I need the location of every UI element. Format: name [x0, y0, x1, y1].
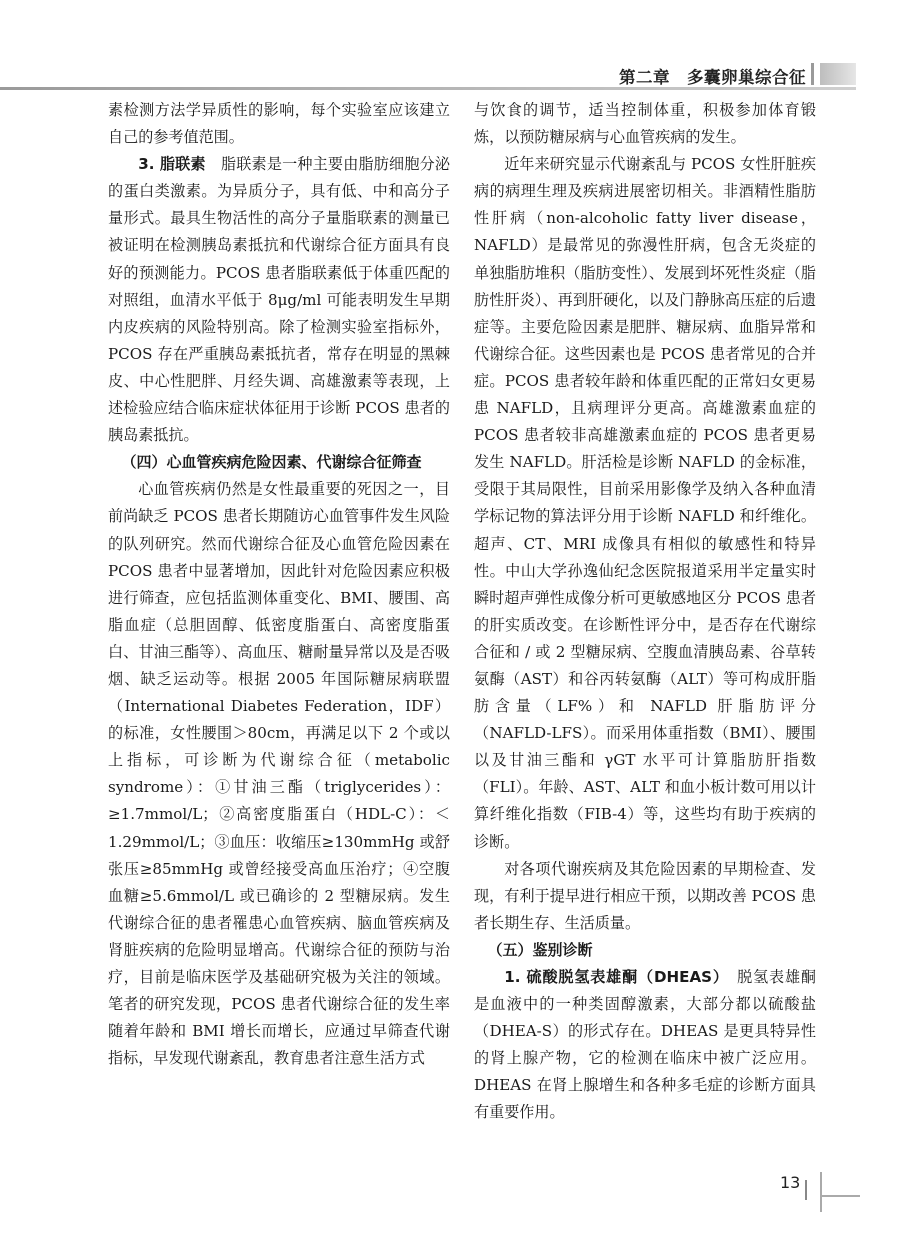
body-paragraph: 心血管疾病仍然是女性最重要的死因之一，目前尚缺乏 PCOS 患者长期随访心血管事件发生风险的队列研究。然而代谢综合征及心血管危险因素在 PCOS 患者中显著增加，因此针对危险因素应积极进行筛查，应包括监测体重变化、BMI、腰围、高脂血症（总胆固醇、低密度脂蛋白、高密度脂蛋白、甘油三酯等）、高血压、糖耐量异常以及是否吸烟、缺乏运动等。根据 2005 年国际糖尿病联盟（International Diabetes Federation，IDF）的标准，女性腰围＞80cm，再满足以下 2 个或以上指标，可诊断为代谢综合征（metabolic syndrome）：①甘油三酯（triglycerides）：≥1.7mmol/L；②高密度脂蛋白（HDL-C）：＜1.29mmol/L；③血压：收缩压≥130mmHg 或舒张压≥85mmHg 或曾经接受高血压治疗；④空腹血糖≥5.6mmol/L 或已确诊的 2 型糖尿病。发生代谢综合征的患者罹患心血管疾病、脑血管疾病及肾脏疾病的危险明显增高。代谢综合征的预防与治疗，目前是临床医学及基础研究极为关注的领域。笔者的研究发现，PCOS 患者代谢综合征的发生率随着年龄和 BMI 增长而增长，应通过早筛查代谢指标，早发现代谢紊乱，教育患者注意生活方式 [108, 480, 450, 1068]
subsection-lead: 3. 脂联素 [138, 155, 206, 174]
continued-paragraph: 素检测方法学异质性的影响，每个实验室应该建立自己的参考值范围。 [108, 101, 450, 147]
running-header [0, 0, 900, 95]
header-gradient-bar [820, 63, 856, 85]
body-paragraph: 对各项代谢疾病及其危险因素的早期检查、发现，有利于提早进行相应干预，以期改善 PCOS 患者长期生存、生活质量。 [474, 859, 816, 932]
header-separator [811, 63, 814, 85]
chapter-title: 第二章 多囊卵巢综合征 [619, 68, 806, 87]
subsection-paragraph [474, 964, 816, 1127]
left-column [108, 97, 450, 1072]
subsection-text: 脂联素是一种主要由脂肪细胞分泌的蛋白类激素。为异质分子，具有低、中和高分子量形式。最具生物活性的高分子量脂联素的测量已被证明在检测胰岛素抵抗和代谢综合征方面具有良好的预测能力。PCOS 患者脂联素低于体重匹配的对照组，血清水平低于 8μg/ml 可能表明发生早期内皮疾病的风险特别高。除了检测实验室指标外，PCOS 存在严重胰岛素抵抗者，常存在明显的黑棘皮、中心性肥胖、月经失调、高雄激素等表现，上述检验应结合临床症状体征用于诊断 PCOS 患者的胰岛素抵抗。 [108, 155, 450, 445]
body-paragraph: 近年来研究显示代谢紊乱与 PCOS 女性肝脏疾病的病理生理及疾病进展密切相关。非酒精性脂肪性肝病（non-alcoholic fatty liver disease，NAFLD）是最常见的弥漫性肝病，包含无炎症的单独脂肪堆积（脂肪变性）、发展到坏死性炎症（脂肪性肝炎）、再到肝硬化，以及门静脉高压症的后遗症等。主要危险因素是肥胖、糖尿病、血脂异常和代谢综合征。这些因素也是 PCOS 患者常见的合并症。PCOS 患者较年龄和体重匹配的正常妇女更易患 NAFLD，且病理评分更高。高雄激素血症的 PCOS 患者较非高雄激素血症的 PCOS 患者更易发生 NAFLD。肝活检是诊断 NAFLD 的金标准，受限于其局限性，目前采用影像学及纳入各种血清学标记物的算法评分用于诊断 NAFLD 和纤维化。超声、CT、MRI 成像具有相似的敏感性和特异性。中山大学孙逸仙纪念医院报道采用半定量实时瞬时超声弹性成像分析可更敏感地区分 PCOS 患者的肝实质改变。在诊断性评分中，是否存在代谢综合征和 / 或 2 型糖尿病、空腹血清胰岛素、谷草转氨酶（AST）和谷丙转氨酶（ALT）等可构成肝脂肪含量（LF%）和 NAFLD 肝脂肪评分（NAFLD-LFS）。而采用体重指数（BMI）、腰围以及甘油三酯和 γGT 水平可计算脂肪肝指数（FLI）。年龄、AST、ALT 和血小板计数可用以计算纤维化指数（FIB-4）等，这些均有助于疾病的诊断。 [474, 155, 816, 851]
section-heading: （五）鉴别诊断 [487, 940, 593, 959]
subsection-paragraph [108, 151, 450, 449]
subsection-text: 脱氢表雄酮是血液中的一种类固醇激素，大部分都以硫酸盐（DHEA-S）的形式存在。DHEAS 是更具特异性的肾上腺产物，它的检测在临床中被广泛应用。DHEAS 在肾上腺增生和各种多毛症的诊断方面具有重要作用。 [474, 968, 816, 1122]
page-number: 13 [780, 1173, 801, 1192]
section-heading: （四）心血管疾病危险因素、代谢综合征筛查 [121, 453, 422, 472]
subsection-lead: 1. 硫酸脱氢表雄酮（DHEAS） [504, 968, 722, 986]
right-column [474, 97, 816, 1127]
header-rule [0, 87, 856, 90]
footer-tick [820, 1172, 822, 1212]
footer-rule [820, 1195, 860, 1197]
continued-paragraph: 与饮食的调节，适当控制体重，积极参加体育锻炼，以预防糖尿病与心血管疾病的发生。 [474, 101, 816, 147]
